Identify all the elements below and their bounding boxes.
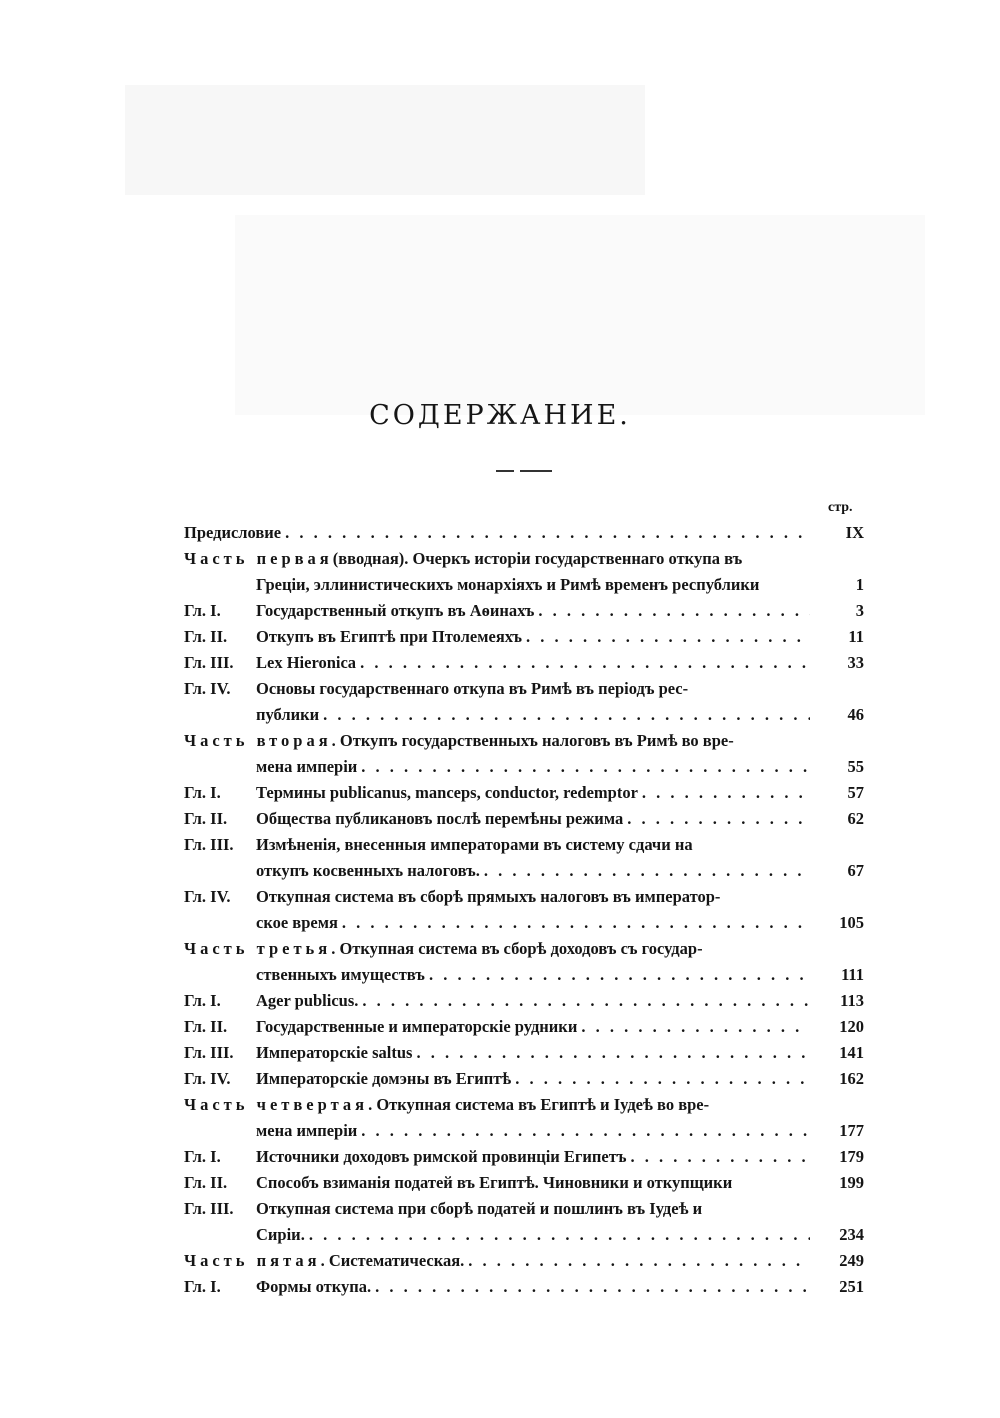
chapter-number: Гл. III. xyxy=(184,653,234,672)
chapter-number: Гл. IV. xyxy=(184,679,231,698)
toc-entry-label xyxy=(184,1277,371,1297)
title-divider xyxy=(520,470,552,472)
toc-entry xyxy=(184,601,864,627)
entry-title: Способъ взиманія податей въ Египтѣ. Чиновники и откупщики xyxy=(256,1173,733,1192)
page-number: 162 xyxy=(839,1069,864,1088)
toc-entry-label xyxy=(184,887,720,907)
toc-entry xyxy=(184,783,864,809)
toc-entry xyxy=(184,1251,864,1277)
entry-title: Измѣненія, внесенныя императорами въ систему сдачи на xyxy=(256,835,693,854)
entry-title: публики xyxy=(256,705,320,724)
toc-entry-label xyxy=(184,1121,357,1141)
toc-entry xyxy=(184,653,864,679)
toc-entry xyxy=(184,1043,864,1069)
dot-leader xyxy=(631,1147,811,1167)
dot-leader xyxy=(627,809,810,829)
toc-entry xyxy=(184,809,864,835)
toc-entry-label xyxy=(184,1069,511,1089)
entry-title: Источники доходовъ римской провинціи Египетъ xyxy=(256,1147,627,1166)
dot-leader xyxy=(361,757,810,777)
dot-leader xyxy=(642,783,810,803)
dot-leader xyxy=(484,861,810,881)
page-column-header: стр. xyxy=(828,500,853,515)
toc-entry-label xyxy=(184,679,688,699)
toc-entry xyxy=(184,939,864,965)
page-number: 57 xyxy=(847,783,864,802)
toc-entry xyxy=(184,1147,864,1173)
toc-entry xyxy=(184,523,864,549)
toc-entry xyxy=(184,1173,864,1199)
entry-title: Сиріи. xyxy=(256,1225,305,1244)
toc-entry xyxy=(184,575,864,601)
dot-leader xyxy=(538,601,810,621)
toc-entry-label xyxy=(184,549,742,569)
entry-title: Императорскіе saltus xyxy=(256,1043,413,1062)
toc-entry xyxy=(184,731,864,757)
dot-leader xyxy=(309,1225,810,1245)
toc-entry-label xyxy=(184,705,319,725)
page-number: 179 xyxy=(839,1147,864,1166)
page-number: 120 xyxy=(839,1017,864,1036)
page-number: IX xyxy=(845,523,864,542)
toc-entry xyxy=(184,705,864,731)
toc-entry-label xyxy=(184,523,281,543)
toc-entry xyxy=(184,1069,864,1095)
entry-title: Общества публикановъ послѣ перемѣны режима xyxy=(256,809,624,828)
entry-title: . Откупъ государственныхъ налоговъ въ Римѣ во вре- xyxy=(331,731,734,750)
chapter-number: Гл. I. xyxy=(184,601,221,620)
page-number: 177 xyxy=(839,1121,864,1140)
entry-title: Основы государственнаго откупа въ Римѣ въ періодъ рес- xyxy=(256,679,689,698)
entry-title: Государственные и императорскіе рудники xyxy=(256,1017,578,1036)
toc-entry xyxy=(184,549,864,575)
entry-title: Государственный откупъ въ Аѳинахъ xyxy=(256,601,535,620)
toc-entry xyxy=(184,757,864,783)
toc-entry-label xyxy=(184,1095,709,1115)
scan-shading xyxy=(235,215,925,415)
toc-entry xyxy=(184,1017,864,1043)
toc-entry-label xyxy=(184,783,638,803)
entry-title: Предисловие xyxy=(184,523,282,542)
toc-entry-label xyxy=(184,1017,577,1037)
dot-leader xyxy=(581,1017,810,1037)
chapter-number: Гл. II. xyxy=(184,1173,228,1192)
toc-entry xyxy=(184,913,864,939)
toc-entry-label xyxy=(184,1173,732,1193)
dot-leader xyxy=(361,1121,810,1141)
entry-title: . Откупная система въ сборѣ доходовъ съ государ- xyxy=(331,939,703,958)
page-number: 105 xyxy=(839,913,864,932)
toc-entry-label xyxy=(184,627,522,647)
toc-entry-label xyxy=(184,809,623,829)
entry-title: Lex Hieronica xyxy=(256,653,357,672)
part-heading: Часть третья xyxy=(184,939,332,958)
chapter-number: Гл. III. xyxy=(184,1043,234,1062)
toc-entry-label xyxy=(184,1251,464,1271)
title-divider xyxy=(496,470,514,472)
toc-entry xyxy=(184,861,864,887)
dot-leader xyxy=(323,705,810,725)
dot-leader xyxy=(342,913,810,933)
toc-entry xyxy=(184,1199,864,1225)
dot-leader xyxy=(285,523,810,543)
page-number: 1 xyxy=(855,575,864,594)
page-number: 3 xyxy=(855,601,864,620)
entry-title: ское время xyxy=(256,913,338,932)
dot-leader xyxy=(429,965,810,985)
chapter-number: Гл. II. xyxy=(184,627,228,646)
toc-entry-label xyxy=(184,835,693,855)
chapter-number: Гл. IV. xyxy=(184,1069,231,1088)
page-number: 249 xyxy=(839,1251,864,1270)
page-number: 46 xyxy=(847,705,864,724)
toc-entry-label xyxy=(184,1043,412,1063)
dot-leader xyxy=(515,1069,810,1089)
dot-leader xyxy=(416,1043,810,1063)
toc-entry xyxy=(184,887,864,913)
entry-title: Термины publicanus, manceps, conductor, redemptor xyxy=(256,783,638,802)
toc-entry-label xyxy=(184,965,425,985)
page-number: 33 xyxy=(847,653,864,672)
toc-entry-label xyxy=(184,757,357,777)
entry-title: (вводная). Очеркъ исторіи государственнаго откупа въ xyxy=(332,549,743,568)
dot-leader xyxy=(468,1251,810,1271)
entry-title: откупъ косвенныхъ налоговъ. xyxy=(256,861,480,880)
toc-entry xyxy=(184,1277,864,1303)
entry-title: Греціи, эллинистическихъ монархіяхъ и Римѣ временъ республики xyxy=(256,575,760,594)
toc-entry xyxy=(184,679,864,705)
page-number: 67 xyxy=(847,861,864,880)
page-number: 113 xyxy=(840,991,864,1010)
page-number: 55 xyxy=(847,757,864,776)
chapter-number: Гл. I. xyxy=(184,783,221,802)
dot-leader xyxy=(362,991,810,1011)
part-heading: Часть четвертая xyxy=(184,1095,369,1114)
toc-entry xyxy=(184,627,864,653)
page-number: 62 xyxy=(847,809,864,828)
chapter-number: Гл. IV. xyxy=(184,887,231,906)
toc-entry-label xyxy=(184,939,703,959)
page-number: 199 xyxy=(839,1173,864,1192)
chapter-number: Гл. III. xyxy=(184,835,234,854)
toc-entry-label xyxy=(184,1147,627,1167)
chapter-number: Гл. I. xyxy=(184,1147,221,1166)
part-heading: Часть первая xyxy=(184,549,333,568)
toc-entry-label xyxy=(184,601,534,621)
entry-title: Формы откупа. xyxy=(256,1277,372,1296)
toc-entry xyxy=(184,1121,864,1147)
page-title: СОДЕРЖАНИЕ. xyxy=(369,400,631,431)
entry-title: Откупная система при сборѣ податей и пошлинъ въ Іудеѣ и xyxy=(256,1199,703,1218)
toc-entry xyxy=(184,1095,864,1121)
page-number: 251 xyxy=(839,1277,864,1296)
entry-title: мена имперіи xyxy=(256,757,358,776)
toc-entry-label xyxy=(184,1199,702,1219)
entry-title: мена имперіи xyxy=(256,1121,358,1140)
entry-title: Ager publicus. xyxy=(256,991,359,1010)
dot-leader xyxy=(526,627,810,647)
toc-entry-label xyxy=(184,991,358,1011)
toc-entry-label xyxy=(184,575,759,595)
page-number: 234 xyxy=(839,1225,864,1244)
entry-title: Откупная система въ сборѣ прямыхъ налоговъ въ император- xyxy=(256,887,721,906)
entry-title: . Откупная система въ Египтѣ и Іудеѣ во вре- xyxy=(368,1095,710,1114)
toc-entry xyxy=(184,965,864,991)
scan-shading xyxy=(125,85,645,195)
part-heading: Часть вторая xyxy=(184,731,332,750)
page-number: 11 xyxy=(848,627,864,646)
dot-leader xyxy=(375,1277,810,1297)
page-number: 111 xyxy=(841,965,864,984)
entry-title: . Систематическая. xyxy=(320,1251,465,1270)
toc-entry-label xyxy=(184,913,338,933)
toc-entry xyxy=(184,991,864,1017)
toc-entry xyxy=(184,835,864,861)
chapter-number: Гл. II. xyxy=(184,1017,228,1036)
toc-entry-label xyxy=(184,731,734,751)
entry-title: Императорскіе домэны въ Египтѣ xyxy=(256,1069,512,1088)
chapter-number: Гл. II. xyxy=(184,809,228,828)
entry-title: ственныхъ имуществъ xyxy=(256,965,425,984)
toc-entry-label xyxy=(184,653,356,673)
toc-entry-label xyxy=(184,861,480,881)
toc-entry-label xyxy=(184,1225,305,1245)
chapter-number: Гл. III. xyxy=(184,1199,234,1218)
part-heading: Часть пятая xyxy=(184,1251,321,1270)
toc-entry xyxy=(184,1225,864,1251)
dot-leader xyxy=(360,653,810,673)
page-number: 141 xyxy=(839,1043,864,1062)
entry-title: Откупъ въ Египтѣ при Птолемеяхъ xyxy=(256,627,522,646)
chapter-number: Гл. I. xyxy=(184,991,221,1010)
chapter-number: Гл. I. xyxy=(184,1277,221,1296)
